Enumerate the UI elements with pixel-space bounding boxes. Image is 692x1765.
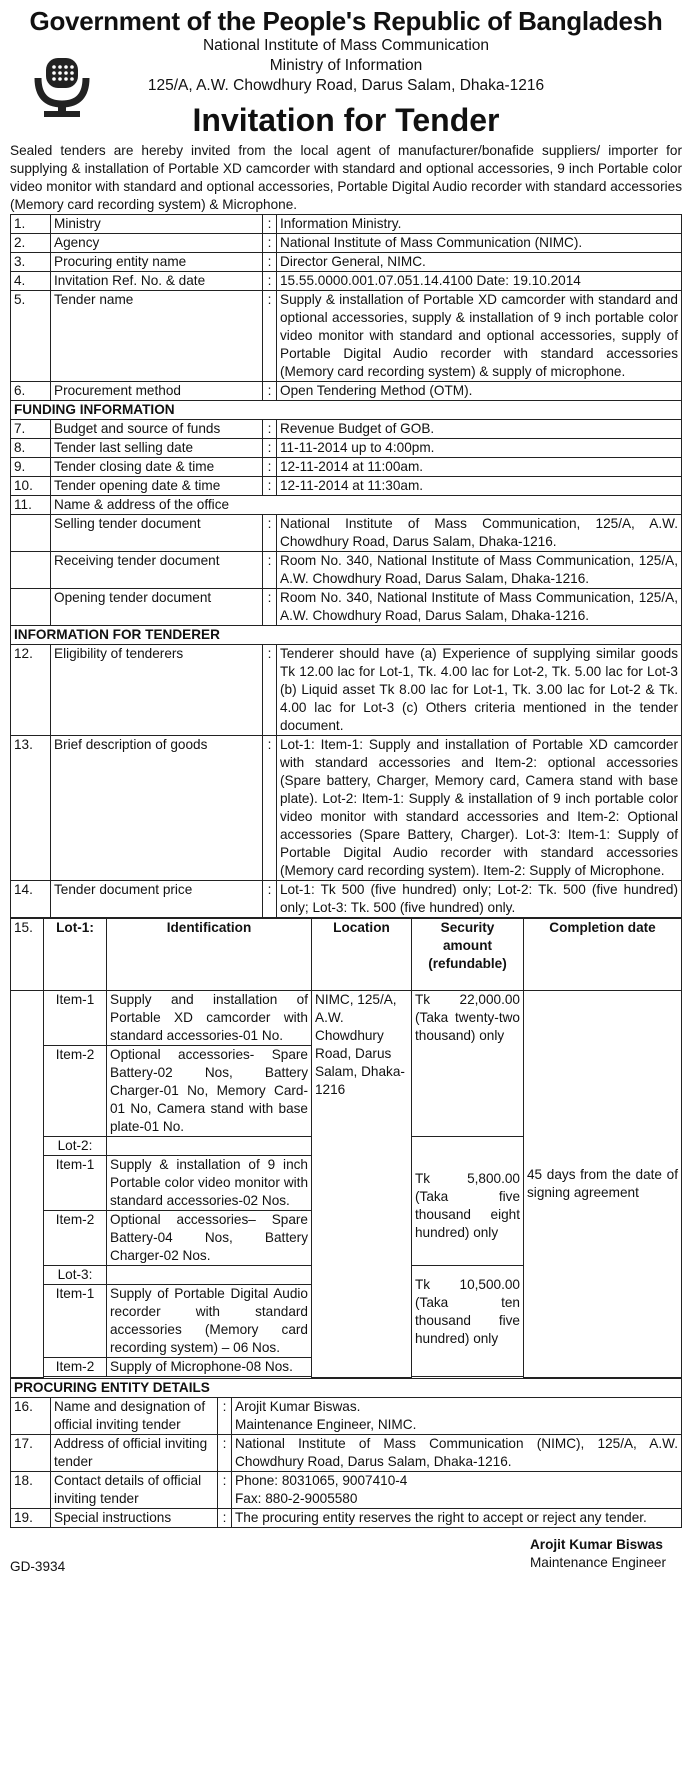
row-value-line2: Fax: 880-2-9005580 [235, 1490, 358, 1506]
row-label: Name and designation of official inviting tender [51, 1397, 218, 1434]
row-label: Receiving tender document [51, 552, 263, 589]
row-colon: : [263, 439, 277, 458]
procuring-table [10, 1378, 682, 1528]
row-number: 7. [11, 420, 51, 439]
row-value: Tenderer should have (a) Experience of supplying similar goods Tk 12.00 lac for Lot-1, Tk. 4.00 lac for Lot-2, Tk. 5.00 lac for Lot-3 (b) Liquid asset Tk 8.00 lac for Lot-1, Tk. 3.00 lac for Lot-2 & Tk. 4.00 lac for Lot-3 (c) Others criteria mentioned in the tender document. [277, 645, 682, 736]
row-colon: : [263, 272, 277, 291]
row-number: 2. [11, 234, 51, 253]
row-colon: : [263, 420, 277, 439]
table-row [11, 439, 682, 458]
row-number: 10. [11, 477, 51, 496]
row-value: National Institute of Mass Communication (NIMC). [277, 234, 682, 253]
lot1-item1-desc: Supply and installation of Portable XD camcorder with standard accessories-01 No. [107, 991, 312, 1046]
row-value: Revenue Budget of GOB. [277, 420, 682, 439]
row-number: 1. [11, 215, 51, 234]
row-value: Lot-1: Item-1: Supply and installation of Portable XD camcorder with standard accessories and Item-2: optional accessories (Spare battery, Charger, Memory card, Camera stand with base plate). Lot-2: Item-1: Supply & installation of 9 inch portable color video monitor with standard accessories and Item-2: Optional accessories (Spare Battery, Charger). Lot-3: Item-1: Supply of Portable Digital Audio recorder with standard accessories (Memory card recording system). Item-2: Supply of Microphone. [277, 736, 682, 881]
delivery-location: NIMC, 125/A, A.W. Chowdhury Road, Darus Salam, Dhaka-1216 [312, 991, 412, 1378]
row-label: Name & address of the office [51, 496, 682, 515]
lot2-item2-desc: Optional accessories– Spare Battery-04 Nos, Battery Charger-02 Nos. [107, 1211, 312, 1266]
row-label: Opening tender document [51, 589, 263, 626]
lot1-item2-desc: Optional accessories- Spare Battery-02 Nos, Battery Charger-01 No, Memory Card-01 No, Camera stand with base plate-01 No. [107, 1046, 312, 1137]
signature-block [530, 1536, 666, 1572]
completion-header: Completion date [524, 919, 682, 991]
row-label: Contact details of official inviting tender [51, 1471, 218, 1508]
row-value-line: The procuring entity reserves the right to accept or reject any tender. [235, 1509, 647, 1525]
row-value-line: National Institute of Mass Communication (NIMC), 125/A, A.W. Chowdhury Road, Darus Salam, Dhaka-1216. [235, 1435, 678, 1469]
row-number [11, 589, 51, 626]
ministry-name: Ministry of Information [269, 57, 423, 74]
table-row [11, 881, 682, 918]
row-number: 9. [11, 458, 51, 477]
lot3-label: Lot-3: [44, 1266, 107, 1285]
row-number: 8. [11, 439, 51, 458]
signatory-name: Arojit Kumar Biswas [529, 1536, 663, 1552]
row-colon: : [263, 552, 277, 589]
lot2-item2-label: Item-2 [44, 1211, 107, 1266]
row-colon: : [263, 253, 277, 272]
table-row [11, 272, 682, 291]
row-value [232, 1471, 682, 1508]
row-number: 4. [11, 272, 51, 291]
row-number: 17. [11, 1434, 51, 1471]
row-colon: : [263, 589, 277, 626]
row-colon: : [263, 382, 277, 401]
nimc-logo-icon [34, 56, 90, 118]
row-value-line2: Maintenance Engineer, NIMC. [235, 1416, 417, 1432]
lot3-item2-label: Item-2 [44, 1358, 107, 1377]
row-value: 15.55.0000.001.07.051.14.4100 Date: 19.10.2014 [277, 272, 682, 291]
intro-paragraph: Sealed tenders are hereby invited from the local agent of manufacturer/bonafide suppliers/ importer for supplying & installation of Portable XD camcorder with standard and optional accessories, 9 inch Portable color video monitor with standard and optional accessories, Portable Digital Audio recorder with standard accessories (Memory card recording system) & Microphone. [10, 143, 682, 212]
lot1-item1-label: Item-1 [44, 991, 107, 1046]
row-label: Tender name [51, 291, 263, 382]
page-title: Invitation for Tender [192, 102, 500, 138]
row-value: 12-11-2014 at 11:00am. [277, 458, 682, 477]
row-value-line: Phone: 8031065, 9007410-4 [235, 1472, 408, 1488]
row-colon: : [263, 215, 277, 234]
row-label: Agency [51, 234, 263, 253]
lots-row-number: 15. [11, 919, 44, 991]
row-value: 11-11-2014 up to 4:00pm. [277, 439, 682, 458]
row-number: 13. [11, 736, 51, 881]
row-label: Address of official inviting tender [51, 1434, 218, 1471]
tenderer-heading: INFORMATION FOR TENDERER [11, 626, 682, 645]
row-label: Tender closing date & time [51, 458, 263, 477]
table-row [11, 1508, 682, 1527]
row-value [232, 1508, 682, 1527]
row-number [11, 515, 51, 552]
row-value [232, 1434, 682, 1471]
row-number: 14. [11, 881, 51, 918]
row-label: Eligibility of tenderers [51, 645, 263, 736]
completion-period: 45 days from the date of signing agreement [524, 991, 682, 1378]
security-lot3: Tk 10,500.00 (Taka ten thousand five hundred) only [412, 1266, 524, 1377]
row-value: Lot-1: Tk 500 (five hundred) only; Lot-2: Tk. 500 (five hundred) only; Lot-3: Tk. 500 (five hundred) only. [277, 881, 682, 918]
row-colon: : [218, 1508, 232, 1527]
row-colon: : [263, 234, 277, 253]
tender-table-main [10, 214, 682, 918]
table-row [11, 515, 682, 552]
lot2-item1-label: Item-1 [44, 1156, 107, 1211]
row-number: 11. [11, 496, 51, 515]
table-row [11, 589, 682, 626]
row-value: Supply & installation of Portable XD camcorder with standard and optional accessories, supply & installation of 9 inch portable color video monitor with standard and optional accessories, supply of Portable Digital Audio recorder with standard accessories (Memory card recording system) & supply of microphone. [277, 291, 682, 382]
security-header: Security amount (refundable) [412, 919, 524, 991]
procuring-heading: PROCURING ENTITY DETAILS [11, 1378, 682, 1397]
table-row [11, 234, 682, 253]
table-row [11, 458, 682, 477]
lot3-blank [107, 1266, 312, 1285]
row-label: Selling tender document [51, 515, 263, 552]
table-row [11, 477, 682, 496]
row-label: Procurement method [51, 382, 263, 401]
row-label: Tender document price [51, 881, 263, 918]
table-row [11, 420, 682, 439]
row-colon: : [218, 1471, 232, 1508]
row-value: National Institute of Mass Communication, 125/A, A.W. Chowdhury Road, Darus Salam, Dhaka-1216. [277, 515, 682, 552]
institute-address: 125/A, A.W. Chowdhury Road, Darus Salam, Dhaka-1216 [147, 77, 545, 94]
lot2-item1-desc: Supply & installation of 9 inch Portable color video monitor with standard accessories-02 Nos. [107, 1156, 312, 1211]
row-value [232, 1397, 682, 1434]
lot1-item2-label: Item-2 [44, 1046, 107, 1137]
security-lot2: Tk 5,800.00 (Taka five thousand eight hundred) only [412, 1137, 524, 1266]
row-value: Information Ministry. [277, 215, 682, 234]
table-row [11, 291, 682, 382]
row-colon: : [263, 458, 277, 477]
row-value-line: Arojit Kumar Biswas. [235, 1398, 361, 1414]
table-row [11, 382, 682, 401]
table-row [11, 1434, 682, 1471]
table-row [11, 1397, 682, 1434]
security-lot1: Tk 22,000.00 (Taka twenty-two thousand) only [412, 991, 524, 1137]
tender-notice [10, 0, 682, 1588]
lot-header: Lot-1: [44, 919, 107, 991]
row-colon: : [263, 645, 277, 736]
institute-name: National Institute of Mass Communication [202, 37, 490, 54]
table-row [11, 645, 682, 736]
row-label: Tender last selling date [51, 439, 263, 458]
row-number: 12. [11, 645, 51, 736]
footer [10, 1528, 682, 1588]
row-colon: : [218, 1434, 232, 1471]
lot3-item1-label: Item-1 [44, 1285, 107, 1358]
lot3-item1-desc: Supply of Portable Digital Audio recorder with standard accessories (Memory card recording system) – 06 Nos. [107, 1285, 312, 1358]
table-row [11, 1471, 682, 1508]
table-row [11, 215, 682, 234]
row-label: Budget and source of funds [51, 420, 263, 439]
gd-number: GD-3934 [10, 1558, 66, 1574]
location-header: Location [312, 919, 412, 991]
row-number: 18. [11, 1471, 51, 1508]
lots-spacer [11, 991, 44, 1378]
row-label: Brief description of goods [51, 736, 263, 881]
funding-heading: FUNDING INFORMATION [11, 401, 682, 420]
row-label: Special instructions [51, 1508, 218, 1527]
row-colon: : [263, 477, 277, 496]
table-row [11, 253, 682, 272]
lot2-label: Lot-2: [44, 1137, 107, 1156]
identification-header: Identification [107, 919, 312, 991]
row-colon: : [263, 515, 277, 552]
lots-table [10, 918, 682, 1378]
lot2-blank [107, 1137, 312, 1156]
row-colon: : [263, 881, 277, 918]
lot3-item2-desc: Supply of Microphone-08 Nos. [107, 1358, 312, 1377]
row-value: Room No. 340, National Institute of Mass Communication, 125/A, A.W. Chowdhury Road, Darus Salam, Dhaka-1216. [277, 552, 682, 589]
table-row [11, 552, 682, 589]
table-row [11, 736, 682, 881]
row-value: Director General, NIMC. [277, 253, 682, 272]
row-colon: : [218, 1397, 232, 1434]
row-number: 16. [11, 1397, 51, 1434]
row-colon: : [263, 736, 277, 881]
row-number: 6. [11, 382, 51, 401]
government-heading: Government of the People's Republic of Bangladesh [29, 6, 663, 36]
row-value: Room No. 340, National Institute of Mass Communication, 125/A, A.W. Chowdhury Road, Darus Salam, Dhaka-1216. [277, 589, 682, 626]
row-label: Invitation Ref. No. & date [51, 272, 263, 291]
row-label: Tender opening date & time [51, 477, 263, 496]
row-number: 19. [11, 1508, 51, 1527]
row-number [11, 552, 51, 589]
row-value: 12-11-2014 at 11:30am. [277, 477, 682, 496]
row-value: Open Tendering Method (OTM). [277, 382, 682, 401]
row-number: 5. [11, 291, 51, 382]
row-colon: : [263, 291, 277, 382]
row-label: Ministry [51, 215, 263, 234]
row-number: 3. [11, 253, 51, 272]
signatory-designation: Maintenance Engineer [529, 1554, 666, 1570]
row-label: Procuring entity name [51, 253, 263, 272]
